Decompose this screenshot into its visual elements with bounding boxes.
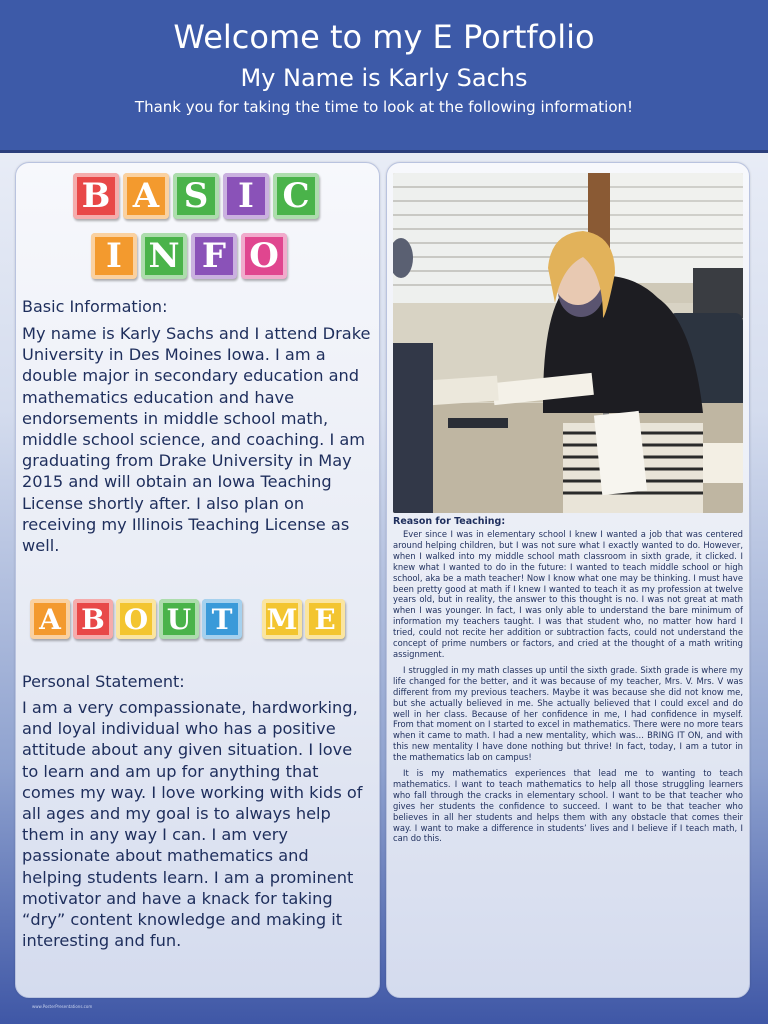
letter-block: B: [73, 173, 119, 219]
letter-block: M: [262, 599, 302, 639]
basic-blocks-row2: [91, 233, 287, 279]
about-blocks-word1: [30, 599, 242, 639]
reason-body: [393, 529, 743, 849]
letter-block: E: [305, 599, 345, 639]
letter-block: B: [73, 599, 113, 639]
basic-blocks-row1: [73, 173, 319, 219]
reason-paragraph: I struggled in my math classes up until the sixth grade. Sixth grade is where my life changed for the better, and it was because of my teacher, Mrs. V. Mrs. V was different from my previous teachers. Maybe it was because she did not know me, but she actually believed in me. She actually believed that I could excel and do well in her class. Because of her confidence in me, I had confidence in myself. From that moment on I started to excel in mathematics. There were no more tears when it came to math. I had a new mentality, which was… BRING IT ON, and with this new mentality I have done nothing but thrive! In fact, today, I am a tutor in the mathematics lab on campus!: [393, 664, 743, 763]
letter-block: I: [223, 173, 269, 219]
reason-paragraph: Ever since I was in elementary school I knew I wanted a job that was centered around helping children, but I was not sure what I exactly wanted to do. However, when I walked into my middle school math classroom in sixth grade, it clicked. I knew what I wanted to do in the future: I wanted to teach middle school or high school, aka be a math teacher! Now I know what one may be thinking. I must have been pretty good at math if I knew I wanted to teach it as my profession at twelve years old, but in reality, the answer to this thought is no. I was not great at math when I was younger. In fact, I was only able to understand the bare minimum of information my teachers taught. I was that student who, no matter how hard I tried, could not recite her addition or subtraction facts, could not understand the concept of prime numbers or factors, and cried at the thought of a math writing assignment.: [393, 529, 743, 659]
about-blocks-word2: [262, 599, 345, 639]
letter-block: T: [202, 599, 242, 639]
personal-statement-heading: Personal Statement:: [22, 672, 185, 691]
letter-block: U: [159, 599, 199, 639]
letter-block: N: [141, 233, 187, 279]
header-banner: [0, 0, 768, 153]
basic-info-heading: Basic Information:: [22, 297, 168, 316]
reason-heading: Reason for Teaching:: [393, 516, 506, 527]
letter-block: F: [191, 233, 237, 279]
teacher-photo: [393, 173, 743, 513]
letter-block: C: [273, 173, 319, 219]
letter-block: S: [173, 173, 219, 219]
personal-statement-text: I am a very compassionate, hardworking, and loyal individual who has a positive attitude about any given situation. I love to learn and am up for anything that comes my way. I love working with kids of all ages and my goal is to always help them in any way I can. I am very passionate about mathematics and helping students learn. I am a prominent motivator and have a knack for taking “dry” content knowledge and making it interesting and fun.: [22, 698, 363, 951]
letter-block: O: [116, 599, 156, 639]
letter-block: I: [91, 233, 137, 279]
page-subtitle: My Name is Karly Sachs: [240, 64, 528, 92]
page-tagline: Thank you for taking the time to look at the following information!: [134, 98, 634, 116]
letter-block: A: [123, 173, 169, 219]
reason-paragraph: It is my mathematics experiences that lead me to wanting to teach mathematics. I want to teach mathematics to help all those struggling learners who fall through the cracks in elementary school. I want to be that teacher who gives her students the confidence to succeed. I want to be that teacher who believes in all her students and helps them with any obstacle that comes their way. I want to make a difference in students’ lives and I believe if I teach math, I can do this.: [393, 768, 743, 844]
right-panel: [386, 162, 750, 998]
basic-info-text: My name is Karly Sachs and I attend Drake University in Des Moines Iowa. I am a double major in secondary education and mathematics education and have endorsements in middle school math, middle school science, and coaching. I am graduating from Drake University in May 2015 and will obtain an Iowa Teaching License shortly after. I also plan on receiving my Illinois Teaching License as well.: [22, 324, 371, 556]
page-title: Welcome to my E Portfolio: [173, 18, 595, 56]
letter-block: O: [241, 233, 287, 279]
left-panel: [15, 162, 380, 998]
teacher-photo-illustration: [393, 173, 743, 513]
letter-block: A: [30, 599, 70, 639]
footer-credit: www.PosterPresentations.com: [32, 1004, 93, 1009]
